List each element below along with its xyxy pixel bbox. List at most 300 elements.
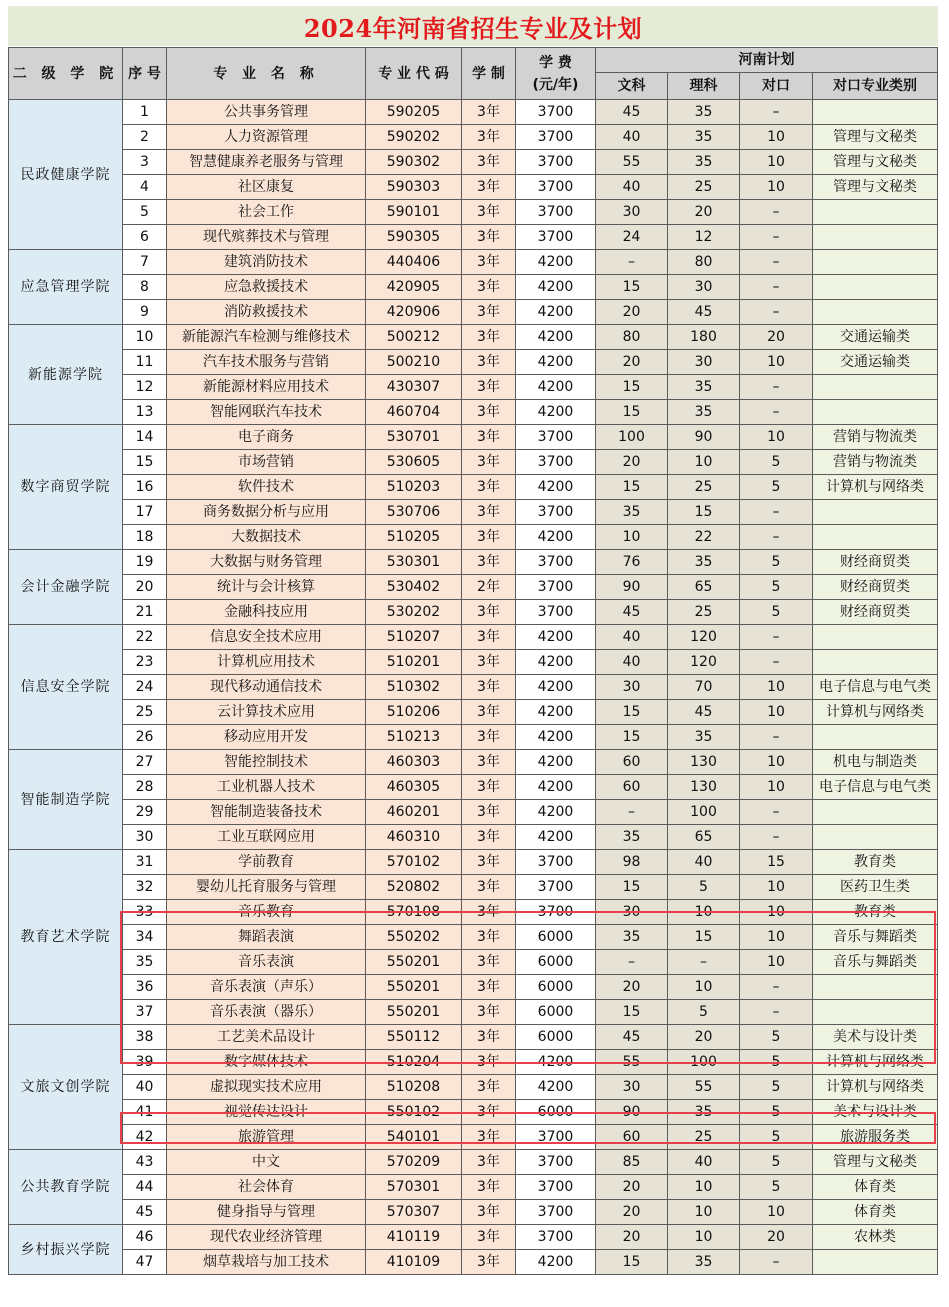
table-row bbox=[9, 550, 938, 575]
major-code-cell: 520802 bbox=[366, 875, 462, 900]
duration-cell: 3年 bbox=[462, 700, 516, 725]
fee-cell: 3700 bbox=[516, 550, 596, 575]
duration-cell: 2年 bbox=[462, 575, 516, 600]
li-plan-cell: 15 bbox=[668, 925, 740, 950]
duikou-plan-cell: – bbox=[740, 100, 813, 125]
duikou-type-cell: 机电与制造类 bbox=[813, 750, 938, 775]
seq-cell: 37 bbox=[123, 1000, 167, 1025]
header-duration: 学 制 bbox=[462, 48, 516, 100]
seq-cell: 2 bbox=[123, 125, 167, 150]
fee-cell: 4200 bbox=[516, 1250, 596, 1275]
duikou-plan-cell: 5 bbox=[740, 475, 813, 500]
seq-cell: 27 bbox=[123, 750, 167, 775]
duikou-plan-cell: 5 bbox=[740, 1125, 813, 1150]
fee-cell: 4200 bbox=[516, 750, 596, 775]
duration-cell: 3年 bbox=[462, 1250, 516, 1275]
major-name-cell: 电子商务 bbox=[167, 425, 366, 450]
duration-cell: 3年 bbox=[462, 100, 516, 125]
table-row bbox=[9, 750, 938, 775]
duikou-type-cell: 管理与文秘类 bbox=[813, 1150, 938, 1175]
li-plan-cell: – bbox=[668, 950, 740, 975]
seq-cell: 41 bbox=[123, 1100, 167, 1125]
college-name-cell: 文旅文创学院 bbox=[9, 1025, 123, 1150]
duration-cell: 3年 bbox=[462, 900, 516, 925]
header-fee-line2: (元/年) bbox=[532, 76, 579, 93]
major-name-cell: 商务数据分析与应用 bbox=[167, 500, 366, 525]
major-name-cell: 健身指导与管理 bbox=[167, 1200, 366, 1225]
major-name-cell: 工艺美术品设计 bbox=[167, 1025, 366, 1050]
fee-cell: 4200 bbox=[516, 800, 596, 825]
header-duikou: 对口 bbox=[740, 73, 813, 100]
duikou-type-cell: 计算机与网络类 bbox=[813, 1050, 938, 1075]
duikou-plan-cell: 10 bbox=[740, 175, 813, 200]
duration-cell: 3年 bbox=[462, 225, 516, 250]
major-name-cell: 建筑消防技术 bbox=[167, 250, 366, 275]
major-code-cell: 590303 bbox=[366, 175, 462, 200]
fee-cell: 6000 bbox=[516, 1025, 596, 1050]
major-name-cell: 新能源材料应用技术 bbox=[167, 375, 366, 400]
major-code-cell: 590202 bbox=[366, 125, 462, 150]
li-plan-cell: 90 bbox=[668, 425, 740, 450]
major-name-cell: 大数据技术 bbox=[167, 525, 366, 550]
duikou-type-cell bbox=[813, 1250, 938, 1275]
fee-cell: 4200 bbox=[516, 700, 596, 725]
major-code-cell: 420906 bbox=[366, 300, 462, 325]
li-plan-cell: 25 bbox=[668, 175, 740, 200]
table-row bbox=[9, 800, 938, 825]
major-code-cell: 540101 bbox=[366, 1125, 462, 1150]
seq-cell: 28 bbox=[123, 775, 167, 800]
wen-plan-cell: 15 bbox=[596, 375, 668, 400]
seq-cell: 7 bbox=[123, 250, 167, 275]
major-name-cell: 社会体育 bbox=[167, 1175, 366, 1200]
table-row bbox=[9, 325, 938, 350]
wen-plan-cell: 20 bbox=[596, 350, 668, 375]
fee-cell: 4200 bbox=[516, 825, 596, 850]
duikou-type-cell: 财经商贸类 bbox=[813, 575, 938, 600]
major-name-cell: 大数据与财务管理 bbox=[167, 550, 366, 575]
li-plan-cell: 100 bbox=[668, 1050, 740, 1075]
duration-cell: 3年 bbox=[462, 1100, 516, 1125]
li-plan-cell: 55 bbox=[668, 1075, 740, 1100]
major-code-cell: 530701 bbox=[366, 425, 462, 450]
duikou-plan-cell: 10 bbox=[740, 925, 813, 950]
fee-cell: 3700 bbox=[516, 1150, 596, 1175]
major-name-cell: 市场营销 bbox=[167, 450, 366, 475]
major-name-cell: 数字媒体技术 bbox=[167, 1050, 366, 1075]
fee-cell: 3700 bbox=[516, 100, 596, 125]
wen-plan-cell: 55 bbox=[596, 1050, 668, 1075]
fee-cell: 3700 bbox=[516, 450, 596, 475]
seq-cell: 44 bbox=[123, 1175, 167, 1200]
duikou-plan-cell: – bbox=[740, 250, 813, 275]
duikou-plan-cell: – bbox=[740, 500, 813, 525]
title-bar bbox=[8, 6, 938, 46]
wen-plan-cell: 15 bbox=[596, 1000, 668, 1025]
major-name-cell: 旅游管理 bbox=[167, 1125, 366, 1150]
wen-plan-cell: 80 bbox=[596, 325, 668, 350]
duration-cell: 3年 bbox=[462, 200, 516, 225]
duikou-type-cell bbox=[813, 300, 938, 325]
seq-cell: 17 bbox=[123, 500, 167, 525]
seq-cell: 24 bbox=[123, 675, 167, 700]
major-code-cell: 460305 bbox=[366, 775, 462, 800]
major-code-cell: 570301 bbox=[366, 1175, 462, 1200]
duration-cell: 3年 bbox=[462, 1125, 516, 1150]
major-name-cell: 社区康复 bbox=[167, 175, 366, 200]
duikou-type-cell: 计算机与网络类 bbox=[813, 475, 938, 500]
duikou-type-cell: 电子信息与电气类 bbox=[813, 675, 938, 700]
fee-cell: 4200 bbox=[516, 525, 596, 550]
fee-cell: 4200 bbox=[516, 725, 596, 750]
li-plan-cell: 10 bbox=[668, 1225, 740, 1250]
table-row bbox=[9, 675, 938, 700]
li-plan-cell: 5 bbox=[668, 1000, 740, 1025]
duration-cell: 3年 bbox=[462, 1175, 516, 1200]
table-row bbox=[9, 175, 938, 200]
duikou-plan-cell: 10 bbox=[740, 675, 813, 700]
fee-cell: 4200 bbox=[516, 325, 596, 350]
major-name-cell: 金融科技应用 bbox=[167, 600, 366, 625]
major-name-cell: 音乐教育 bbox=[167, 900, 366, 925]
duikou-type-cell bbox=[813, 650, 938, 675]
fee-cell: 4200 bbox=[516, 400, 596, 425]
li-plan-cell: 180 bbox=[668, 325, 740, 350]
duikou-plan-cell: 5 bbox=[740, 450, 813, 475]
fee-cell: 3700 bbox=[516, 1225, 596, 1250]
major-code-cell: 570108 bbox=[366, 900, 462, 925]
duikou-type-cell: 体育类 bbox=[813, 1200, 938, 1225]
wen-plan-cell: 10 bbox=[596, 525, 668, 550]
li-plan-cell: 35 bbox=[668, 375, 740, 400]
duikou-type-cell: 音乐与舞蹈类 bbox=[813, 950, 938, 975]
major-code-cell: 530202 bbox=[366, 600, 462, 625]
duration-cell: 3年 bbox=[462, 300, 516, 325]
duikou-type-cell: 体育类 bbox=[813, 1175, 938, 1200]
duration-cell: 3年 bbox=[462, 800, 516, 825]
fee-cell: 3700 bbox=[516, 175, 596, 200]
table-row bbox=[9, 1175, 938, 1200]
li-plan-cell: 25 bbox=[668, 600, 740, 625]
duration-cell: 3年 bbox=[462, 1000, 516, 1025]
li-plan-cell: 10 bbox=[668, 975, 740, 1000]
wen-plan-cell: 30 bbox=[596, 200, 668, 225]
duration-cell: 3年 bbox=[462, 625, 516, 650]
duikou-plan-cell: – bbox=[740, 375, 813, 400]
duikou-type-cell: 计算机与网络类 bbox=[813, 700, 938, 725]
seq-cell: 43 bbox=[123, 1150, 167, 1175]
duikou-type-cell: 财经商贸类 bbox=[813, 550, 938, 575]
duikou-type-cell: 财经商贸类 bbox=[813, 600, 938, 625]
table-body bbox=[9, 100, 938, 1275]
fee-cell: 4200 bbox=[516, 275, 596, 300]
major-code-cell: 510208 bbox=[366, 1075, 462, 1100]
fee-cell: 4200 bbox=[516, 350, 596, 375]
duration-cell: 3年 bbox=[462, 250, 516, 275]
wen-plan-cell: 60 bbox=[596, 775, 668, 800]
duikou-type-cell: 交通运输类 bbox=[813, 350, 938, 375]
duration-cell: 3年 bbox=[462, 975, 516, 1000]
wen-plan-cell: 40 bbox=[596, 650, 668, 675]
fee-cell: 6000 bbox=[516, 975, 596, 1000]
li-plan-cell: 65 bbox=[668, 575, 740, 600]
major-code-cell: 510205 bbox=[366, 525, 462, 550]
fee-cell: 3700 bbox=[516, 225, 596, 250]
college-name-cell: 公共教育学院 bbox=[9, 1150, 123, 1225]
fee-cell: 4200 bbox=[516, 375, 596, 400]
major-code-cell: 410119 bbox=[366, 1225, 462, 1250]
li-plan-cell: 65 bbox=[668, 825, 740, 850]
major-name-cell: 视觉传达设计 bbox=[167, 1100, 366, 1125]
duration-cell: 3年 bbox=[462, 675, 516, 700]
duikou-plan-cell: 5 bbox=[740, 1150, 813, 1175]
duikou-plan-cell: 5 bbox=[740, 1100, 813, 1125]
wen-plan-cell: 30 bbox=[596, 1075, 668, 1100]
duikou-plan-cell: – bbox=[740, 200, 813, 225]
duration-cell: 3年 bbox=[462, 525, 516, 550]
fee-cell: 6000 bbox=[516, 950, 596, 975]
table-row bbox=[9, 850, 938, 875]
fee-cell: 3700 bbox=[516, 1200, 596, 1225]
wen-plan-cell: 85 bbox=[596, 1150, 668, 1175]
duikou-plan-cell: – bbox=[740, 625, 813, 650]
seq-cell: 47 bbox=[123, 1250, 167, 1275]
major-code-cell: 550201 bbox=[366, 975, 462, 1000]
major-code-cell: 550201 bbox=[366, 1000, 462, 1025]
seq-cell: 31 bbox=[123, 850, 167, 875]
major-name-cell: 舞蹈表演 bbox=[167, 925, 366, 950]
wen-plan-cell: 20 bbox=[596, 975, 668, 1000]
li-plan-cell: 10 bbox=[668, 900, 740, 925]
duikou-type-cell bbox=[813, 400, 938, 425]
major-name-cell: 智能制造装备技术 bbox=[167, 800, 366, 825]
major-code-cell: 410109 bbox=[366, 1250, 462, 1275]
wen-plan-cell: 40 bbox=[596, 625, 668, 650]
wen-plan-cell: 55 bbox=[596, 150, 668, 175]
table-row bbox=[9, 1225, 938, 1250]
seq-cell: 14 bbox=[123, 425, 167, 450]
seq-cell: 30 bbox=[123, 825, 167, 850]
table-row bbox=[9, 575, 938, 600]
wen-plan-cell: 35 bbox=[596, 825, 668, 850]
major-name-cell: 现代移动通信技术 bbox=[167, 675, 366, 700]
seq-cell: 40 bbox=[123, 1075, 167, 1100]
duration-cell: 3年 bbox=[462, 175, 516, 200]
duikou-plan-cell: – bbox=[740, 525, 813, 550]
duikou-plan-cell: – bbox=[740, 1000, 813, 1025]
major-code-cell: 590205 bbox=[366, 100, 462, 125]
table-row bbox=[9, 1125, 938, 1150]
seq-cell: 15 bbox=[123, 450, 167, 475]
major-code-cell: 510213 bbox=[366, 725, 462, 750]
seq-cell: 9 bbox=[123, 300, 167, 325]
seq-cell: 26 bbox=[123, 725, 167, 750]
duikou-type-cell: 营销与物流类 bbox=[813, 450, 938, 475]
fee-cell: 6000 bbox=[516, 925, 596, 950]
header-plan-group: 河南计划 bbox=[596, 48, 938, 73]
major-name-cell: 智能网联汽车技术 bbox=[167, 400, 366, 425]
major-code-cell: 510201 bbox=[366, 650, 462, 675]
seq-cell: 38 bbox=[123, 1025, 167, 1050]
table-row bbox=[9, 1200, 938, 1225]
major-code-cell: 500210 bbox=[366, 350, 462, 375]
duration-cell: 3年 bbox=[462, 825, 516, 850]
major-code-cell: 510206 bbox=[366, 700, 462, 725]
table-row bbox=[9, 150, 938, 175]
seq-cell: 3 bbox=[123, 150, 167, 175]
table-row bbox=[9, 925, 938, 950]
li-plan-cell: 40 bbox=[668, 1150, 740, 1175]
page-title: 2024年河南省招生专业及计划 bbox=[303, 13, 643, 43]
duration-cell: 3年 bbox=[462, 1075, 516, 1100]
duikou-plan-cell: 10 bbox=[740, 150, 813, 175]
major-code-cell: 430307 bbox=[366, 375, 462, 400]
fee-cell: 3700 bbox=[516, 425, 596, 450]
table-row bbox=[9, 350, 938, 375]
li-plan-cell: 35 bbox=[668, 1100, 740, 1125]
seq-cell: 46 bbox=[123, 1225, 167, 1250]
duration-cell: 3年 bbox=[462, 1200, 516, 1225]
li-plan-cell: 35 bbox=[668, 400, 740, 425]
major-name-cell: 社会工作 bbox=[167, 200, 366, 225]
major-name-cell: 云计算技术应用 bbox=[167, 700, 366, 725]
duikou-type-cell: 电子信息与电气类 bbox=[813, 775, 938, 800]
wen-plan-cell: 35 bbox=[596, 500, 668, 525]
duration-cell: 3年 bbox=[462, 125, 516, 150]
major-name-cell: 中文 bbox=[167, 1150, 366, 1175]
wen-plan-cell: 15 bbox=[596, 475, 668, 500]
duration-cell: 3年 bbox=[462, 350, 516, 375]
duikou-plan-cell: 5 bbox=[740, 575, 813, 600]
wen-plan-cell: 76 bbox=[596, 550, 668, 575]
major-name-cell: 现代农业经济管理 bbox=[167, 1225, 366, 1250]
duration-cell: 3年 bbox=[462, 325, 516, 350]
major-name-cell: 烟草栽培与加工技术 bbox=[167, 1250, 366, 1275]
wen-plan-cell: 98 bbox=[596, 850, 668, 875]
table-row bbox=[9, 1000, 938, 1025]
li-plan-cell: 5 bbox=[668, 875, 740, 900]
duikou-type-cell bbox=[813, 625, 938, 650]
fee-cell: 6000 bbox=[516, 1000, 596, 1025]
seq-cell: 8 bbox=[123, 275, 167, 300]
major-code-cell: 500212 bbox=[366, 325, 462, 350]
college-name-cell: 应急管理学院 bbox=[9, 250, 123, 325]
duikou-plan-cell: 5 bbox=[740, 1075, 813, 1100]
duration-cell: 3年 bbox=[462, 425, 516, 450]
duikou-plan-cell: – bbox=[740, 825, 813, 850]
li-plan-cell: 30 bbox=[668, 275, 740, 300]
wen-plan-cell: 15 bbox=[596, 400, 668, 425]
duikou-type-cell bbox=[813, 725, 938, 750]
major-name-cell: 学前教育 bbox=[167, 850, 366, 875]
duikou-plan-cell: 10 bbox=[740, 425, 813, 450]
wen-plan-cell: – bbox=[596, 250, 668, 275]
li-plan-cell: 120 bbox=[668, 625, 740, 650]
header-li: 理科 bbox=[668, 73, 740, 100]
table-row bbox=[9, 775, 938, 800]
seq-cell: 29 bbox=[123, 800, 167, 825]
seq-cell: 13 bbox=[123, 400, 167, 425]
wen-plan-cell: 24 bbox=[596, 225, 668, 250]
wen-plan-cell: 40 bbox=[596, 125, 668, 150]
table-row bbox=[9, 400, 938, 425]
table-row bbox=[9, 650, 938, 675]
table-row bbox=[9, 975, 938, 1000]
header-code: 专 业 代 码 bbox=[366, 48, 462, 100]
fee-cell: 4200 bbox=[516, 625, 596, 650]
duration-cell: 3年 bbox=[462, 750, 516, 775]
duikou-type-cell: 营销与物流类 bbox=[813, 425, 938, 450]
duikou-type-cell: 计算机与网络类 bbox=[813, 1075, 938, 1100]
major-name-cell: 工业机器人技术 bbox=[167, 775, 366, 800]
major-name-cell: 现代殡葬技术与管理 bbox=[167, 225, 366, 250]
major-code-cell: 550202 bbox=[366, 925, 462, 950]
major-name-cell: 智能控制技术 bbox=[167, 750, 366, 775]
wen-plan-cell: 90 bbox=[596, 1100, 668, 1125]
li-plan-cell: 35 bbox=[668, 100, 740, 125]
table-row bbox=[9, 1100, 938, 1125]
seq-cell: 39 bbox=[123, 1050, 167, 1075]
major-name-cell: 人力资源管理 bbox=[167, 125, 366, 150]
table-row bbox=[9, 500, 938, 525]
wen-plan-cell: 35 bbox=[596, 925, 668, 950]
major-name-cell: 音乐表演（器乐） bbox=[167, 1000, 366, 1025]
major-code-cell: 530301 bbox=[366, 550, 462, 575]
wen-plan-cell: 30 bbox=[596, 900, 668, 925]
duikou-type-cell: 教育类 bbox=[813, 850, 938, 875]
duration-cell: 3年 bbox=[462, 1025, 516, 1050]
major-code-cell: 510203 bbox=[366, 475, 462, 500]
seq-cell: 5 bbox=[123, 200, 167, 225]
seq-cell: 6 bbox=[123, 225, 167, 250]
seq-cell: 11 bbox=[123, 350, 167, 375]
duration-cell: 3年 bbox=[462, 725, 516, 750]
header-fee-line1: 学 费 bbox=[539, 54, 572, 71]
li-plan-cell: 80 bbox=[668, 250, 740, 275]
table-row bbox=[9, 1050, 938, 1075]
duikou-plan-cell: 10 bbox=[740, 700, 813, 725]
table-row bbox=[9, 300, 938, 325]
fee-cell: 3700 bbox=[516, 1175, 596, 1200]
duikou-plan-cell: – bbox=[740, 275, 813, 300]
major-name-cell: 工业互联网应用 bbox=[167, 825, 366, 850]
table-row bbox=[9, 950, 938, 975]
duration-cell: 3年 bbox=[462, 875, 516, 900]
major-name-cell: 音乐表演 bbox=[167, 950, 366, 975]
table-row bbox=[9, 525, 938, 550]
table-row bbox=[9, 1025, 938, 1050]
major-name-cell: 婴幼儿托育服务与管理 bbox=[167, 875, 366, 900]
table-row bbox=[9, 1075, 938, 1100]
major-code-cell: 460201 bbox=[366, 800, 462, 825]
wen-plan-cell: 30 bbox=[596, 675, 668, 700]
wen-plan-cell: 90 bbox=[596, 575, 668, 600]
wen-plan-cell: 60 bbox=[596, 750, 668, 775]
duikou-type-cell: 美术与设计类 bbox=[813, 1100, 938, 1125]
wen-plan-cell: 20 bbox=[596, 1225, 668, 1250]
major-name-cell: 信息安全技术应用 bbox=[167, 625, 366, 650]
major-code-cell: 590101 bbox=[366, 200, 462, 225]
fee-cell: 3700 bbox=[516, 150, 596, 175]
wen-plan-cell: 15 bbox=[596, 875, 668, 900]
wen-plan-cell: – bbox=[596, 950, 668, 975]
duikou-plan-cell: – bbox=[740, 800, 813, 825]
table-row bbox=[9, 450, 938, 475]
major-name-cell: 汽车技术服务与营销 bbox=[167, 350, 366, 375]
major-code-cell: 530605 bbox=[366, 450, 462, 475]
duikou-type-cell bbox=[813, 800, 938, 825]
li-plan-cell: 35 bbox=[668, 150, 740, 175]
